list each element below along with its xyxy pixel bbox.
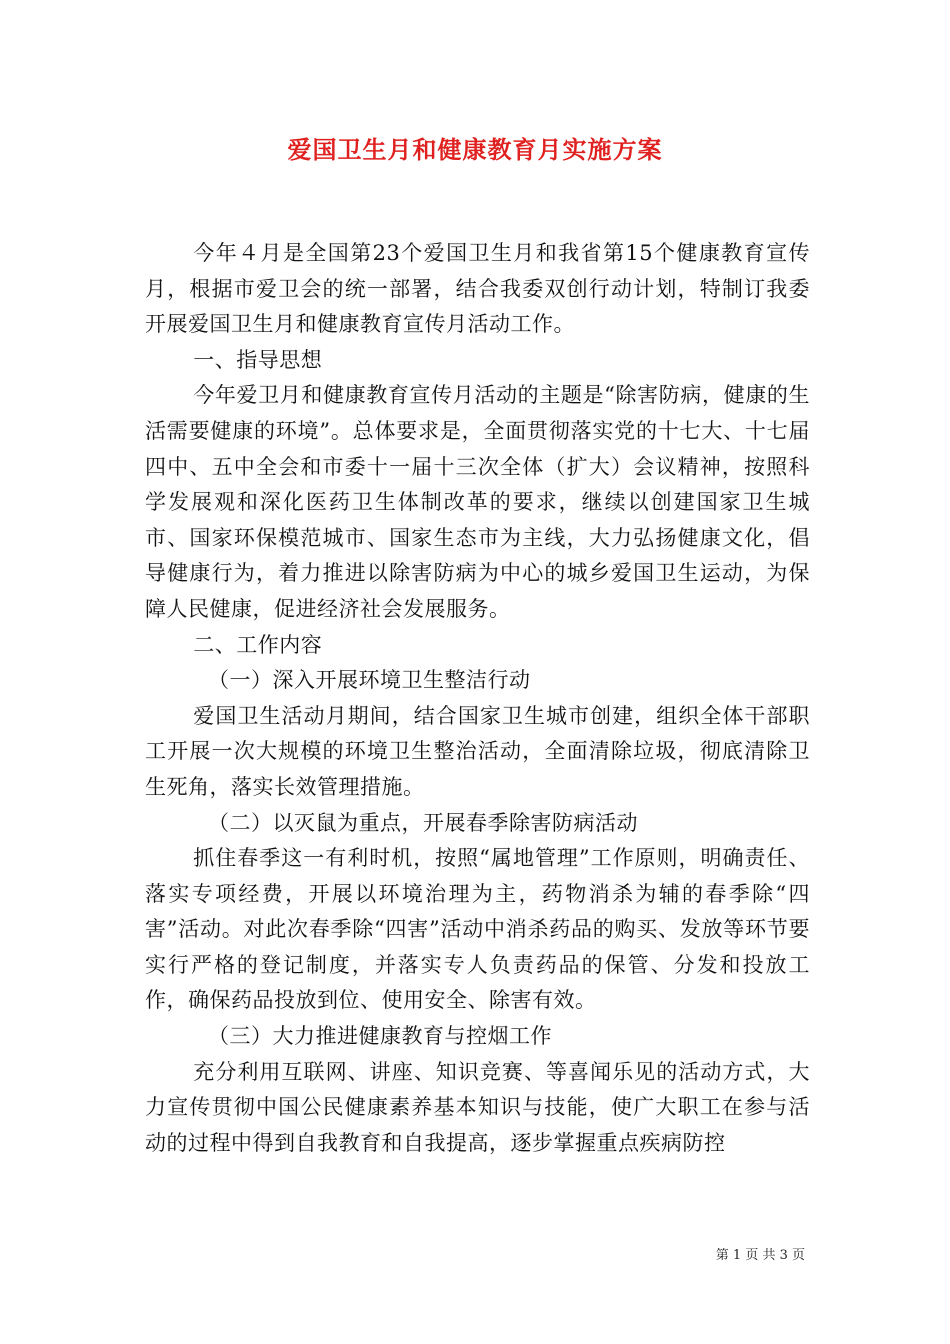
- subsection-paragraph-1: 爱国卫生活动月期间，结合国家卫生城市创建，组织全体干部职工开展一次大规模的环境卫生整治活动，全面清除垃圾，彻底清除卫生死角，落实长效管理措施。: [145, 703, 810, 799]
- subsection-heading-3: （三）大力推进健康教育与控烟工作: [208, 1024, 552, 1049]
- subsection-paragraph-3: 充分利用互联网、讲座、知识竞赛、等喜闻乐见的活动方式，大力宣传贯彻中国公民健康素养基本知识与技能，使广大职工在参与活动的过程中得到自我教育和自我提高，逐步掌握重点疾病防控: [145, 1059, 810, 1155]
- guiding-idea-paragraph: 今年爱卫月和健康教育宣传月活动的主题是“除害防病，健康的生活需要健康的环境”。总体要求是，全面贯彻落实党的十七大、十七届四中、五中全会和市委十一届十三次全体（扩大）会议精神，按照科学发展观和深化医药卫生体制改革的要求，继续以创建国家卫生城市、国家环保模范城市、国家生态市为主线，大力弘扬健康文化，倡导健康行为，着力推进以除害防病为中心的城乡爱国卫生运动，为保障人民健康，促进经济社会发展服务。: [145, 383, 810, 621]
- subsection-heading-2: （二）以灭鼠为重点，开展春季除害防病活动: [208, 810, 638, 835]
- intro-paragraph: 今年４月是全国第23个爱国卫生月和我省第15个健康教育宣传月，根据市爱卫会的统一部署，结合我委双创行动计划，特制订我委开展爱国卫生月和健康教育宣传月活动工作。: [145, 241, 810, 337]
- document-body: [145, 236, 810, 1161]
- section-heading-guiding-idea: 一、指导思想: [193, 347, 323, 372]
- section-heading-work-content: 二、工作内容: [193, 632, 323, 657]
- page-number-footer: 第 1 页 共 3 页: [715, 1248, 805, 1263]
- subsection-paragraph-2: 抓住春季这一有利时机，按照“属地管理”工作原则，明确责任、落实专项经费，开展以环境治理为主，药物消杀为辅的春季除“四害”活动。对此次春季除“四害”活动中消杀药品的购买、发放等环节要实行严格的登记制度，并落实专人负责药品的保管、分发和投放工作，确保药品投放到位、使用安全、除害有效。: [145, 846, 810, 1013]
- subsection-heading-1: （一）深入开展环境卫生整洁行动: [208, 668, 531, 693]
- document-title: 爱国卫生月和健康教育月实施方案: [287, 135, 663, 164]
